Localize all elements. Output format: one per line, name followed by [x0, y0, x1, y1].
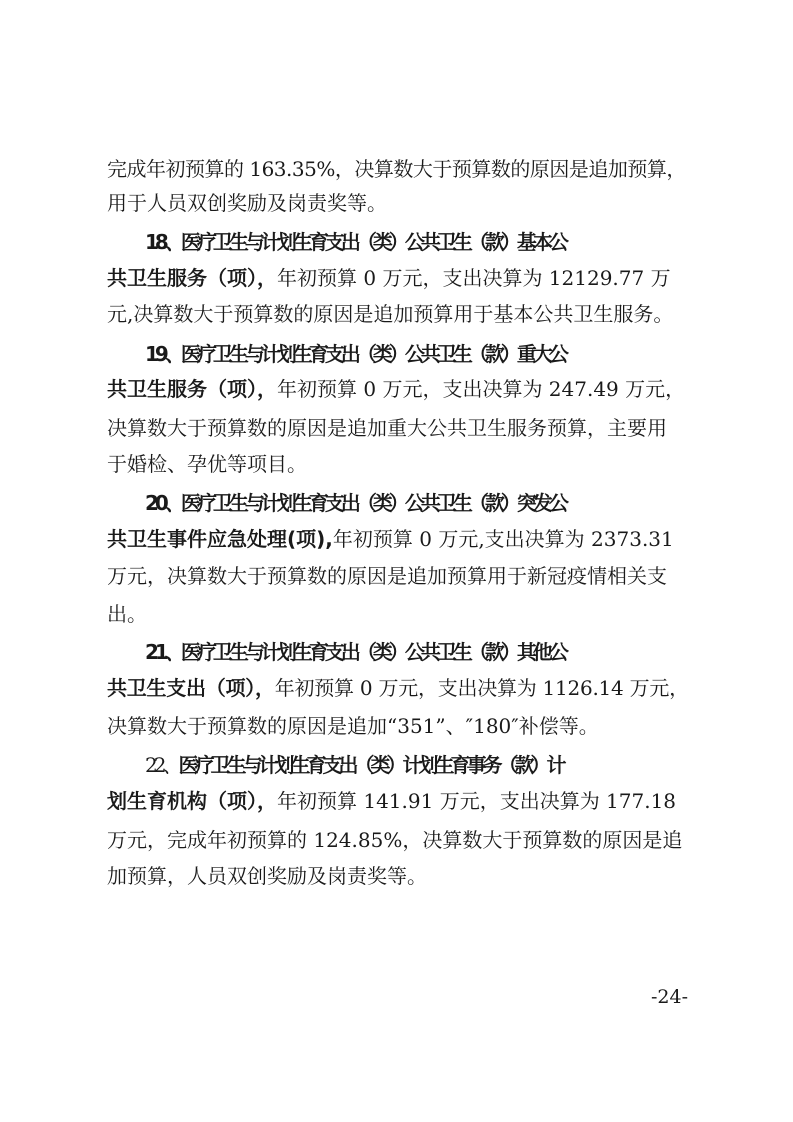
item-name: 共卫生事件应急处理(项),	[107, 527, 333, 551]
text-line-9	[107, 450, 687, 478]
item-number: 22、	[145, 753, 179, 777]
line-text: 元,决算数大于预算数的原因是追加预算用于基本公共卫生服务。	[107, 302, 674, 326]
item-name: 共卫生服务（项），	[107, 266, 277, 290]
text-line-8	[107, 414, 687, 442]
item-21-heading	[145, 638, 725, 666]
line-text: 年初预算 0 万元，支出决算为 1126.14 万元，	[274, 676, 689, 700]
text-line-15	[107, 674, 687, 702]
item-20-heading	[145, 489, 725, 517]
item-heading-text: 19、医疗卫生与计划生育支出（类）公共卫生（款）重大公	[145, 342, 565, 366]
line-text: 年初预算 0 万元,支出决算为 2373.31	[332, 527, 674, 551]
line-text: 完成年初预算的 163.35%，决算数大于预算数的原因是追加预算，	[107, 157, 686, 181]
line-text: 年初预算 0 万元，支出决算为 12129.77 万	[277, 266, 671, 290]
item-name: 划生育机构（项），	[107, 789, 277, 813]
text-line-18	[107, 787, 687, 815]
line-text: 万元，完成年初预算的 124.85%，决算数大于预算数的原因是追	[107, 828, 683, 852]
item-name: 共卫生服务（项），	[107, 377, 277, 401]
text-line-13	[107, 600, 687, 628]
item-heading-text: 医疗卫生与计划生育支出（类）计划生育事务（款）计	[178, 753, 563, 777]
item-heading-text: 21、医疗卫生与计划生育支出（类）公共卫生（款）其他公	[145, 640, 565, 664]
text-line-4	[107, 264, 687, 292]
line-text: 于婚检、孕优等项目。	[107, 452, 307, 476]
item-heading-text: 20、医疗卫生与计划生育支出（类）公共卫生（款）突发公	[145, 491, 565, 515]
line-text: 年初预算 0 万元，支出决算为 247.49 万元，	[277, 377, 686, 401]
line-text: 用于人员双创奖励及岗责奖等。	[107, 191, 387, 215]
item-18-heading	[145, 228, 725, 256]
text-line-11	[107, 525, 687, 553]
page-number: -24-	[651, 986, 689, 1008]
line-text: 年初预算 141.91 万元，支出决算为 177.18	[277, 789, 677, 813]
text-line-19	[107, 826, 687, 854]
text-line-5	[107, 300, 687, 328]
line-text: 出。	[107, 602, 147, 626]
text-line-16	[107, 712, 687, 740]
line-text: 决算数大于预算数的原因是追加“351”、″180″补偿等。	[107, 714, 599, 738]
item-name: 共卫生支出（项），	[107, 676, 275, 700]
text-line-1	[107, 155, 687, 183]
item-19-heading	[145, 340, 725, 368]
text-line-7	[107, 375, 687, 403]
line-text: 加预算，人员双创奖励及岗责奖等。	[107, 864, 427, 888]
text-line-12	[107, 562, 687, 590]
text-line-2	[107, 189, 687, 217]
item-heading-text: 18、医疗卫生与计划生育支出（类）公共卫生（款）基本公	[145, 230, 565, 254]
item-22-heading	[145, 751, 725, 779]
line-text: 决算数大于预算数的原因是追加重大公共卫生服务预算，主要用	[107, 416, 667, 440]
line-text: 万元，决算数大于预算数的原因是追加预算用于新冠疫情相关支	[107, 564, 667, 588]
text-line-20	[107, 862, 687, 890]
